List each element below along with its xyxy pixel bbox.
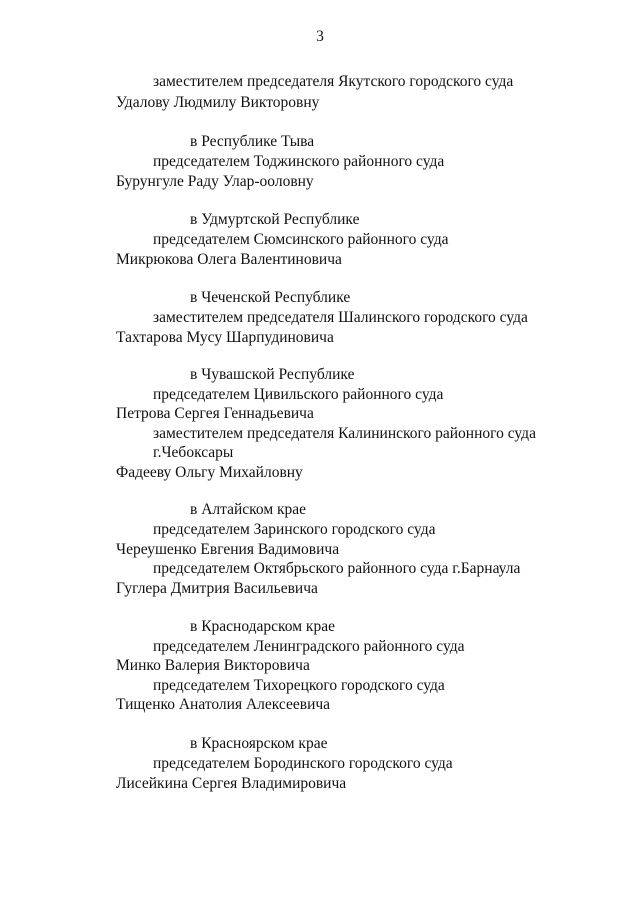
appointment-post: заместителем председателя Якутского городского суда: [153, 73, 514, 90]
appointee-name: Удалову Людмилу Викторовну: [116, 94, 320, 111]
appointee-name: Бурунгуле Раду Улар-ооловну: [116, 173, 314, 190]
appointment-post: председателем Заринского городского суда: [153, 521, 436, 538]
appointment-post: заместителем председателя Калининского районного суда: [153, 425, 536, 442]
appointment-post: заместителем председателя Шалинского городского суда: [153, 309, 528, 326]
appointee-name: Лисейкина Сергея Владимировича: [116, 775, 347, 792]
appointment-post: председателем Сюмсинского районного суда: [153, 231, 449, 248]
appointee-name: Фадееву Ольгу Михайловну: [116, 464, 303, 481]
region-heading: в Чеченской Республике: [190, 289, 351, 306]
appointment-post-city: г.Чебоксары: [153, 444, 234, 461]
appointee-name: Тищенко Анатолия Алексеевича: [116, 696, 331, 713]
region-heading: в Алтайском крае: [190, 501, 307, 518]
appointment-post: председателем Тоджинского районного суда: [153, 153, 445, 170]
page-number: 3: [316, 28, 324, 45]
appointee-name: Микрюкова Олега Валентиновича: [116, 251, 342, 268]
appointee-name: Тахтарова Мусу Шарпудиновича: [116, 329, 334, 346]
region-heading: в Красноярском крае: [190, 735, 328, 752]
appointee-name: Гуглера Дмитрия Васильевича: [116, 580, 318, 597]
appointment-post: председателем Бородинского городского суда: [153, 755, 453, 772]
appointment-post: председателем Цивильского районного суда: [153, 386, 444, 403]
region-heading: в Чувашской Республике: [190, 366, 355, 383]
appointee-name: Череушенко Евгения Вадимовича: [116, 541, 340, 558]
appointment-post: председателем Тихорецкого городского суда: [153, 677, 445, 694]
region-heading: в Удмуртской Республике: [190, 211, 360, 228]
appointment-post: председателем Октябрьского районного суда г.Барнаула: [153, 560, 521, 577]
appointee-name: Петрова Сергея Геннадьевича: [116, 405, 314, 422]
region-heading: в Республике Тыва: [190, 133, 315, 150]
appointee-name: Минко Валерия Викторовича: [116, 657, 310, 674]
appointment-post: председателем Ленинградского районного суда: [153, 638, 465, 655]
region-heading: в Краснодарском крае: [190, 618, 335, 635]
